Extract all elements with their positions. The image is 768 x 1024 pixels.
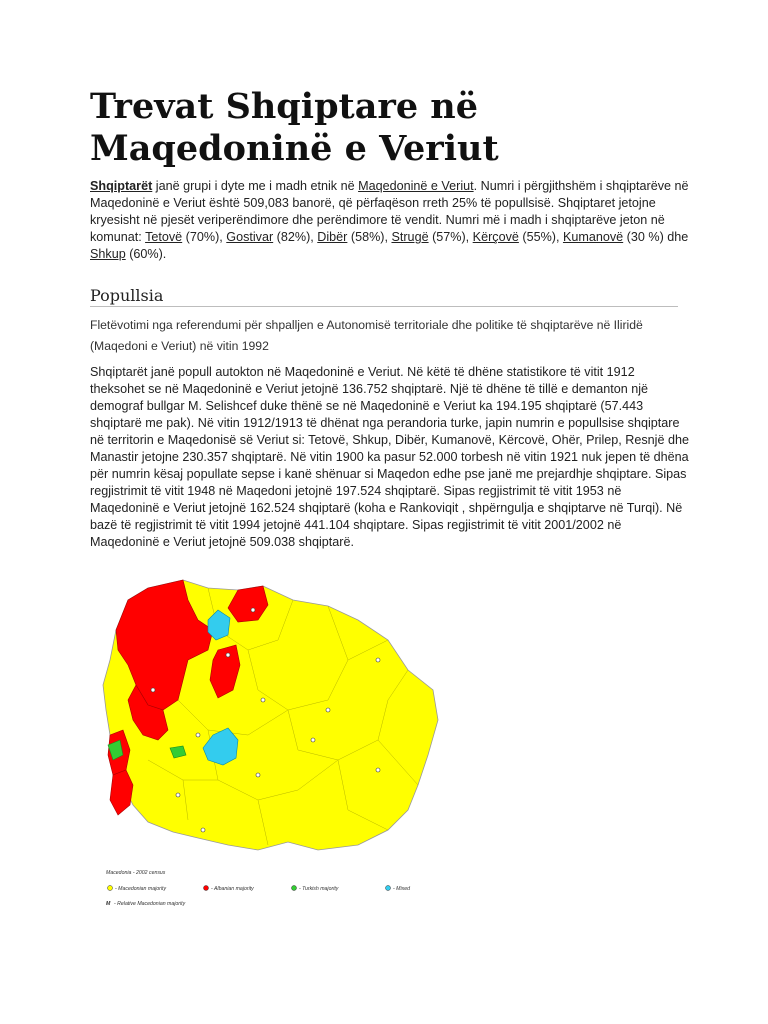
- legend-macedonian: - Macedonian majority: [115, 886, 167, 892]
- link-diber[interactable]: Dibër: [317, 230, 348, 244]
- section-heading: Popullsia: [90, 286, 164, 305]
- link-kumanove[interactable]: Kumanovë: [562, 230, 624, 244]
- pct-tetove: (70%),: [182, 230, 227, 244]
- pct-shkup: (60%).: [125, 247, 167, 261]
- section-divider: [90, 306, 678, 307]
- intro-text-2: . Numri i përgjithshëm i shqiptarëve në Maqedoninë e Veriut është 509,083 banorë, që përfaqëson rreth 25% të popullsisë. Shqiptaret jetojne kryesisht në pjesët veriperëndimore dhe perëndimore të vendit. Numri më i madh i shqiptarëve jeton në komunat:: [90, 179, 689, 244]
- pct-gostivar: (82%),: [273, 230, 318, 244]
- legend-swatch-macedonian: [108, 886, 113, 891]
- legend-albanian: - Albanian majority: [211, 886, 254, 892]
- map-legend: [106, 870, 411, 907]
- pct-struge: (57%),: [428, 230, 473, 244]
- link-shkup[interactable]: Shkup: [90, 247, 126, 261]
- referendum-caption: Fletëvotimi nga referendumi për shpalljen e Autonomisë territoriale dhe politike të shqiptarëve në Iliridë (Maqedoni e Veriut) në vitin 1992: [90, 318, 643, 353]
- link-kercove[interactable]: Kërçovë: [472, 230, 519, 244]
- legend-turkish: - Turkish majority: [299, 886, 339, 892]
- pct-diber: (58%),: [347, 230, 392, 244]
- link-north-macedonia[interactable]: Maqedoninë e Veriut: [358, 179, 474, 193]
- legend-mixed: - Mixed: [393, 886, 411, 892]
- body-paragraph: Shqiptarët janë popull autokton në Maqedoninë e Veriut. Në këtë të dhëne statistikore të vitit 1912 theksohet se në Maqedoninë e Veriut jetojnë 136.752 shqiptarë. Një të dhëne të tillë e demanton një demograf bullgar M. Selishcef duke thënë se në Maqedoninë e Veriut ka 194.195 shqiptarë (57.443 shqiptarë me pak). Në vitin 1912/1913 të dhënat nga perandoria turke, japin numrin e popullsise shqiptare në territorin e Maqedonisë së Veriut si: Tetovë, Shkup, Dibër, Kumanovë, Kërcovë, Ohër, Prilep, Resnjë dhe Manastir jetojne 230.357 shqiptarë. Në vitin 1900 ka pasur 52.000 torbesh në vitin 1921 nuk jepen të dhëna për numrin kësaj popullate sepse i kanë shënuar si Maqedon edhe pse janë me prejardhje shqiptare. Sipas regjistrimit të vitit 1948 në Maqedoni jetojnë 197.524 shqiptarë. Sipas regjistrimit të vitit 1953 në Maqedoninë e Veriut jetojnë 162.524 shqiptarë (koha e Rankoviqit , shpërngulja e shqiptarve në Turqi). Në bazë të regjistrimit të vitit 1994 jetojnë 441.104 shqiptare. Sipas regjistrimit të vitit 2001/2002 në Maqedoninë e Veriut jetojnë 509.038 shqiptarë.: [90, 365, 689, 549]
- census-map: [88, 560, 448, 930]
- intro-paragraph: [90, 178, 690, 263]
- map-title: Macedonia - 2002 census: [106, 870, 166, 876]
- pct-kumanove: (30 %) dhe: [623, 230, 689, 244]
- link-albanians[interactable]: Shqiptarët: [90, 179, 153, 193]
- legend-swatch-turkish: [292, 886, 297, 891]
- page-title: Trevat Shqiptare në Maqedoninë e Veriut: [90, 86, 499, 169]
- intro-text-1: janë grupi i dyte me i madh etnik në: [152, 179, 359, 193]
- legend-swatch-albanian: [204, 886, 209, 891]
- link-gostivar[interactable]: Gostivar: [226, 230, 274, 244]
- legend-note: - Relative Macedonian majority: [114, 901, 186, 907]
- link-tetove[interactable]: Tetovë: [145, 230, 183, 244]
- link-struge[interactable]: Strugë: [391, 230, 429, 244]
- pct-kercove: (55%),: [518, 230, 563, 244]
- legend-note-marker: M: [106, 901, 111, 907]
- legend-swatch-mixed: [386, 886, 391, 891]
